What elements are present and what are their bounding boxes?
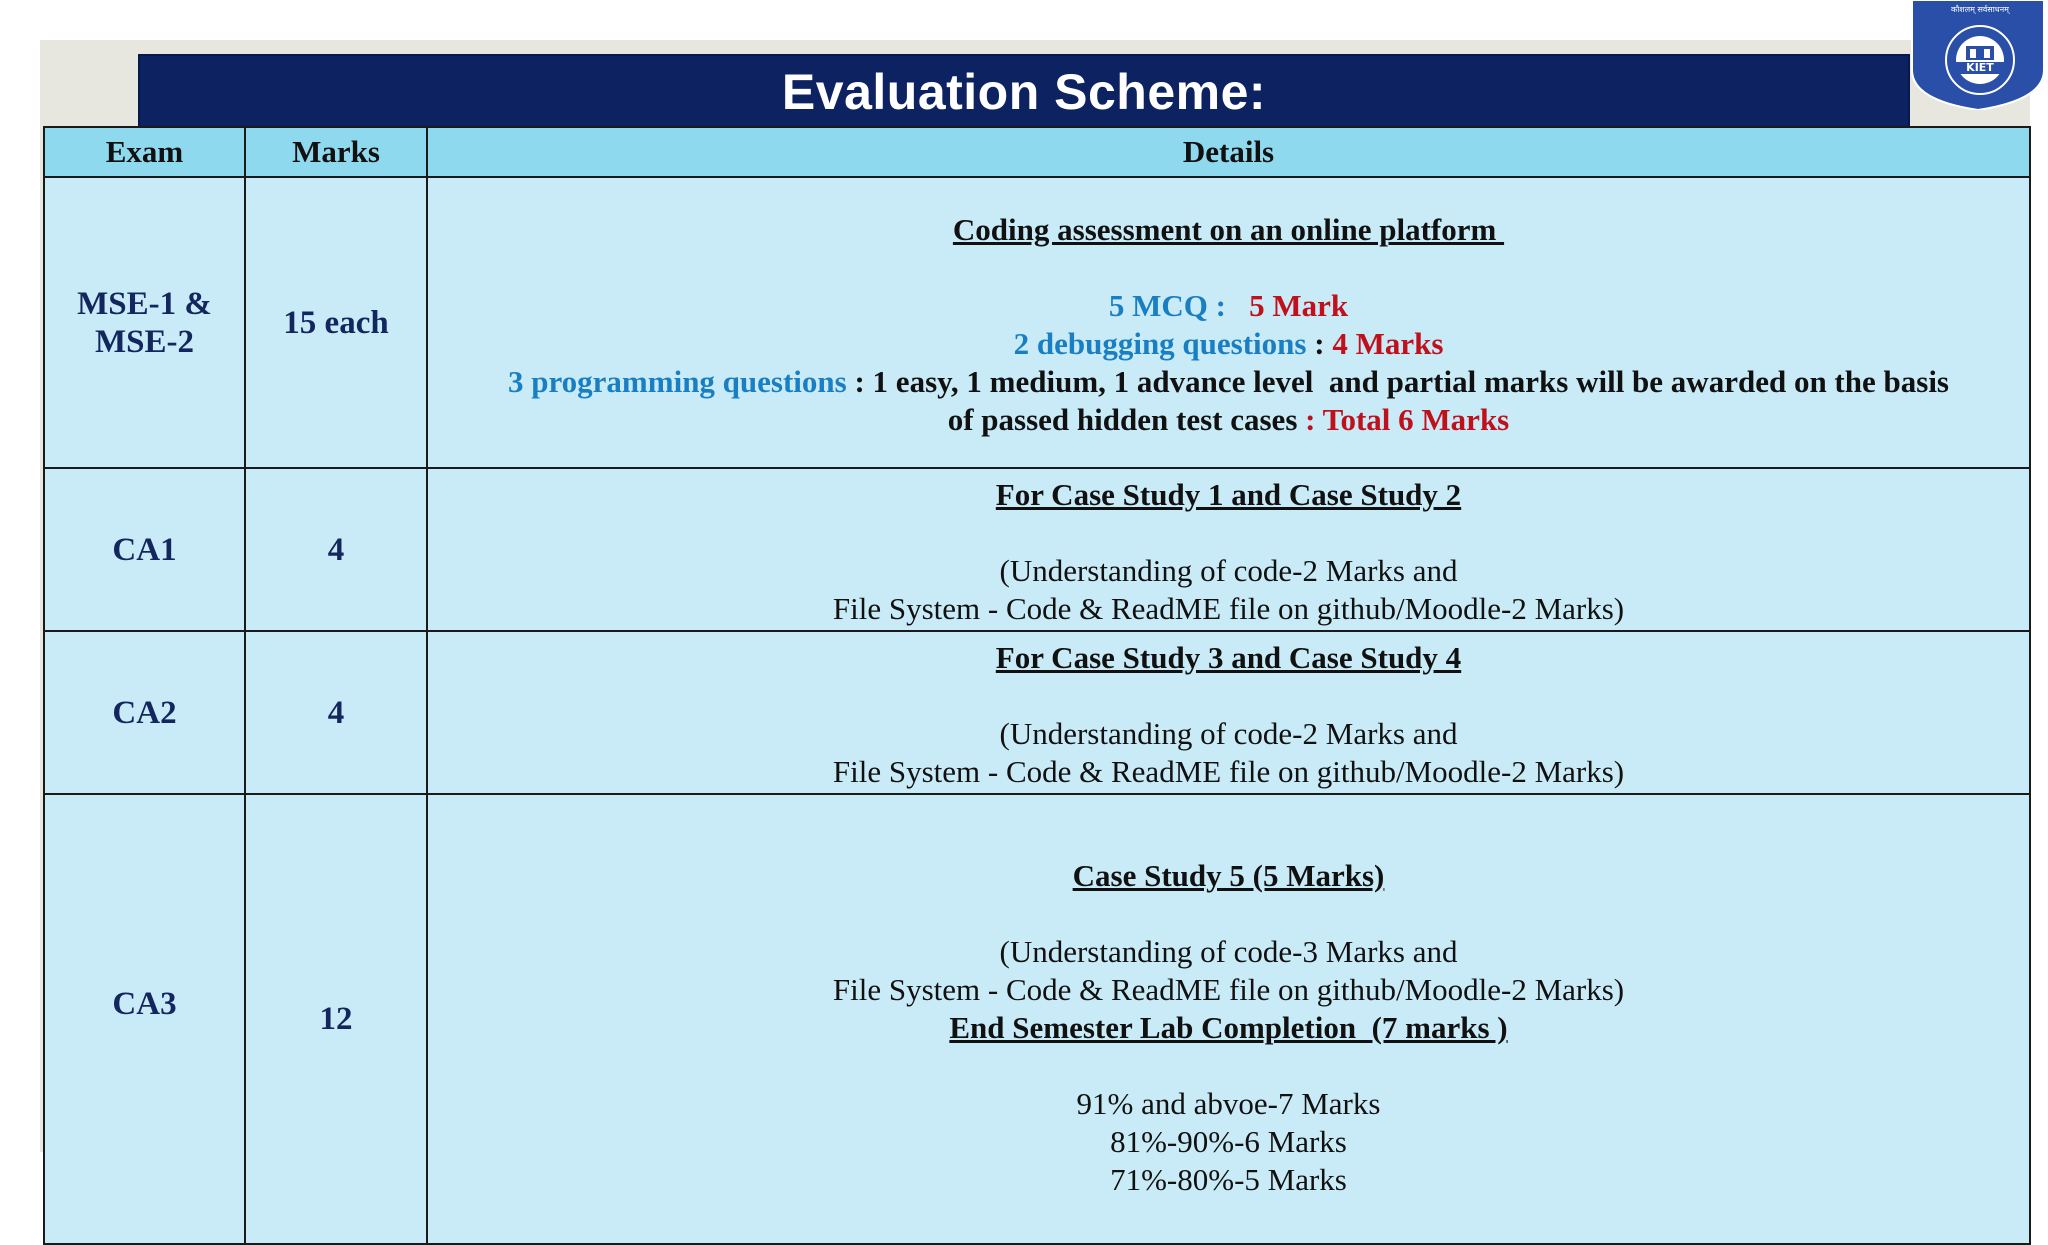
header-details: Details <box>427 127 2030 177</box>
mse-mcq-marks: 5 Mark <box>1249 287 1349 323</box>
ca3-details-cell <box>427 794 2030 1244</box>
ca1-heading: For Case Study 1 and Case Study 2 <box>995 476 1462 512</box>
mse-prog-line <box>428 363 2029 401</box>
ca1-line2: File System - Code & ReadME file on github/Moodle-2 Marks) <box>832 590 1625 626</box>
ca3-line1: (Understanding of code-3 Marks and <box>999 934 1458 969</box>
ca3-grade2: 81%-90%-6 Marks <box>1110 1124 1347 1159</box>
mse-exam-line2: MSE-2 <box>95 323 194 360</box>
ca3-grade1: 91% and abvoe-7 Marks <box>1076 1086 1381 1121</box>
page-title: Evaluation Scheme: <box>781 63 1267 120</box>
ca2-details-cell <box>427 631 2030 794</box>
ca2-heading: For Case Study 3 and Case Study 4 <box>995 639 1462 675</box>
mse-debug-line <box>428 325 2029 363</box>
ca1-exam-cell: CA1 <box>44 468 245 631</box>
table-header-row <box>44 127 2030 177</box>
mse-exam-cell <box>44 177 245 468</box>
kiet-logo-icon <box>1908 0 2048 110</box>
table-row-mse <box>44 177 2030 468</box>
logo-motto: कौशलम् सर्वसाधनम् <box>1951 5 2009 14</box>
header-exam: Exam <box>44 127 245 177</box>
mse-prog-text: : 1 easy, 1 medium, 1 advance level and partial marks will be awarded on the basis <box>846 363 1949 399</box>
table-row-ca2 <box>44 631 2030 794</box>
mse-prog-text2: of passed hidden test cases <box>947 401 1306 437</box>
ca2-marks-cell: 4 <box>245 631 427 794</box>
mse-details-cell <box>427 177 2030 468</box>
mse-marks-cell: 15 each <box>245 177 427 468</box>
table-row-ca3 <box>44 794 2030 1244</box>
title-bar <box>138 54 1910 129</box>
mse-prog-label: 3 programming questions <box>507 363 847 399</box>
mse-prog-marks: : Total 6 Marks <box>1305 401 1510 437</box>
ca3-grade3: 71%-80%-5 Marks <box>1110 1162 1347 1197</box>
mse-debug-sep: : <box>1306 325 1333 361</box>
evaluation-table <box>43 126 2031 1245</box>
mse-exam-line1: MSE-1 & <box>77 285 212 322</box>
mse-debug-marks: 4 Marks <box>1332 325 1444 361</box>
mse-heading: Coding assessment on an online platform <box>952 211 1505 247</box>
ca2-exam-cell: CA2 <box>44 631 245 794</box>
ca3-exam-cell: CA3 <box>44 794 245 1244</box>
ca3-line2: File System - Code & ReadME file on github/Moodle-2 Marks) <box>832 972 1625 1007</box>
ca1-details-cell <box>427 468 2030 631</box>
ca2-line1: (Understanding of code-2 Marks and <box>999 715 1458 751</box>
ca2-line2: File System - Code & ReadME file on github/Moodle-2 Marks) <box>832 753 1625 789</box>
table-row-ca1 <box>44 468 2030 631</box>
ca3-heading2: End Semester Lab Completion (7 marks ) <box>949 1010 1508 1045</box>
mse-mcq-label: 5 MCQ : <box>1108 287 1226 323</box>
mse-prog-line2 <box>428 401 2029 439</box>
mse-debug-label: 2 debugging questions <box>1013 325 1307 361</box>
ca3-heading: Case Study 5 (5 Marks) <box>1072 858 1385 893</box>
ca1-line1: (Understanding of code-2 Marks and <box>999 552 1458 588</box>
ca3-marks-cell: 12 <box>245 794 427 1244</box>
ca1-marks-cell: 4 <box>245 468 427 631</box>
header-marks: Marks <box>245 127 427 177</box>
logo-text: KIET <box>1966 61 1994 74</box>
mse-mcq-line <box>428 287 2029 325</box>
